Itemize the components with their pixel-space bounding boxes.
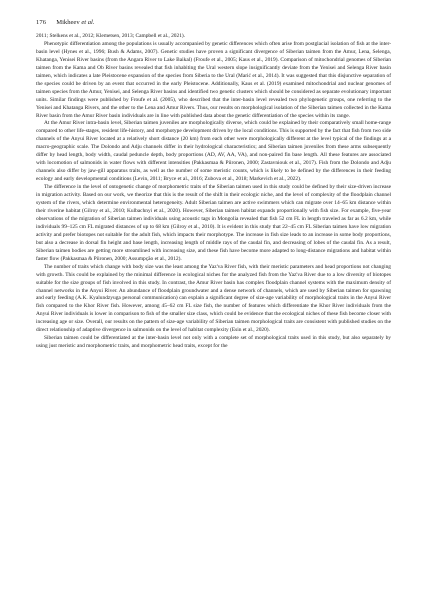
paragraph: The difference in the level of ontogenetic change of morphometric traits of the Siberian taimen used in this study could be defined by their size-driven increase in migration activity. Based on our work, we theorize that this is the result of the shift in their ecologic niche, and the level of complexity of the floodplain channel system of the rivers, which determine environmental heterogeneity. Adult Siberian taimen are active swimmers which can migrate over 14–65 km distance within their riverine habitat (Gilroy et al., 2010; Kulbachnyi et al., 2020). However, Siberian taimen habitat expands proportionally with fish size. For example, five-year observations of the migration of Siberian taimen individuals using acoustic tags in Mongolia revealed that fish 52 cm FL in length traveled as far as 6.2 km, while individuals 99–125 cm FL migrated distances of up to 68 km (Gilroy et al., 2010). It is evident in this study that 22–45 cm FL Siberian taimen have low migration activity and prefer biotopes not suitable for the adult fish, which impacts their morphotype. The increase in fish size leads to an increase in some body proportions, but also a decrease in dorsal fin height and base length, increasing length of middle rays of the caudal fin, and decreasing of lobes of the caudal fin. As a result, Siberian taimen bodies are getting more streamlined with increasing size, and these fish have become more adapted to long-distance migrations and habitat within faster flow (Pakkasmaa & Piironen, 2000; Assumpção et al., 2012). xyxy=(36,184,391,262)
author-name: Mikheev xyxy=(56,19,80,26)
running-head-authors xyxy=(56,19,94,26)
paragraph: At the Amur River intra-basin level, Siberian taimen juveniles are morphologically diverse, which could be explained by their comparatively small home-range compared to other life-stages, resident life-history, and morphotype development driven by the local conditions. This is supported by the fact that fish from two side channels of the Anyui River located at a relatively short distance (20 km) from each other were morphologically different at the level typical of the findings at a macro-geographic scale. The Dolondo and Adju channels differ in their hydrological characteristics; and Siberian taimen juveniles from these arms subsequently differ by head length, body width, caudal peduncle depth, body proportions (AD, AV, AA, VA), and non-paired fin base length. All these features are associated with locomotion of salmonids in water flows with different intensities (Pakkasmaa & Piironen, 2000; Zastavniouk et al., 2017). Fish from the Dolondo and Adju channels also differ by jaw-gill apparatus traits, as well as the number of some meristic counts, which is likely to be defined by the differences in their feeding ecology and early developmental conditions (Levin, 2011; Bryce et al., 2016; Zubova et al., 2018; Markevich et al., 2022). xyxy=(36,120,391,183)
paragraph: Phenotypic differentiation among the populations is usually accompanied by genetic differences which often arise from postglacial isolation of fish at the inter-basin level (Hynes et al., 1996; Bush & Adams, 2007). Genetic studies have proven a significant divergence of Siberian taimen from the Amur, Lena, Selenga, Khatanga, Yenisei River basins (from the Angara River to Lake Baikal) (Froufe et al., 2005; Kaus et al., 2019). Comparison of mitochondrial genomes of Siberian taimen from the Kama and Ob River basins revealed that fish inhabiting the Ural western slope insignificantly deviate from the Yenisei and Selenga River basin taimen, which indicates a late Pleistocene expansion of the species from Siberia to the Ural (Marić et al., 2014). It was suggested that this disjunctive separation of the species could be driven by an event that occurred in the early Pleistocene. Additionally, Kaus et al. (2019) examined mitochondrial and nuclear genomes of taimen species from the Amur, Yenisei, and Selenga River basins and identified two genetic clusters which should be considered as separate evolutionary important units. Similar findings were published by Froufe et al. (2005), who described that the inter-basin level revealed two phylogenetic groups, one referring to the Yenisei and Khatanga Rivers, and the other to the Lena and Amur Rivers. Thus, our results on morphological isolation of the Siberian taimen collected in the Kama River basin from the Amur River basin individuals are in line with published data about the genetic differentiation of the species within its range. xyxy=(36,40,391,119)
author-suffix: et al. xyxy=(81,19,95,26)
paragraph: 2011; Stelkens et al., 2012; Klemetsen, 2013; Campbell et al., 2021). xyxy=(36,33,186,39)
page-number: 176 xyxy=(36,19,47,26)
paragraph: Siberian taimen could be differentiated at the inter-basin level not only with a complete set of morphological traits used in this study, but also separately by using just meristic and morphometric traits, and morphometric head traits, except for the xyxy=(36,335,391,350)
running-header xyxy=(36,19,391,31)
article-body xyxy=(36,33,391,351)
paragraph: The number of traits which change with body size was the least among the Yaz'va River fish, with their meristic parameters and head proportions not changing with growth. This could be explained by the minimal difference in ecological niches for the analyzed fish from the Yaz'va River due to a low diversity of biotopes suitable for the size groups of fish involved in this study. In contrast, the Amur River basin has complex floodplain channel systems with the maximum density of channel networks in the Anyui River. An abundance of floodplain groundwater and a dense network of channels, which are used by Siberian taimen for spawning and early feeding (A.K. Kyalundzyuga personal communication) can explain a significant degree of size-age variability of morphological traits in the Anyui River fish compared to the Khor River fish. However, among 45–62 cm FL size fish, the number of features which differentiate the Khor River individuals from the Anyui River individuals is lower in comparison to fish of the smaller size class, which could be evidence that the ecological niches of these fish become closer with increasing age or size. Overall, our results on the pattern of size-age variability of Siberian taimen morphological traits are consistent with published studies on the direct relationship of adaptive divergence in salmonids on the level of habitat complexity (Esin et al., 2020). xyxy=(36,263,391,334)
